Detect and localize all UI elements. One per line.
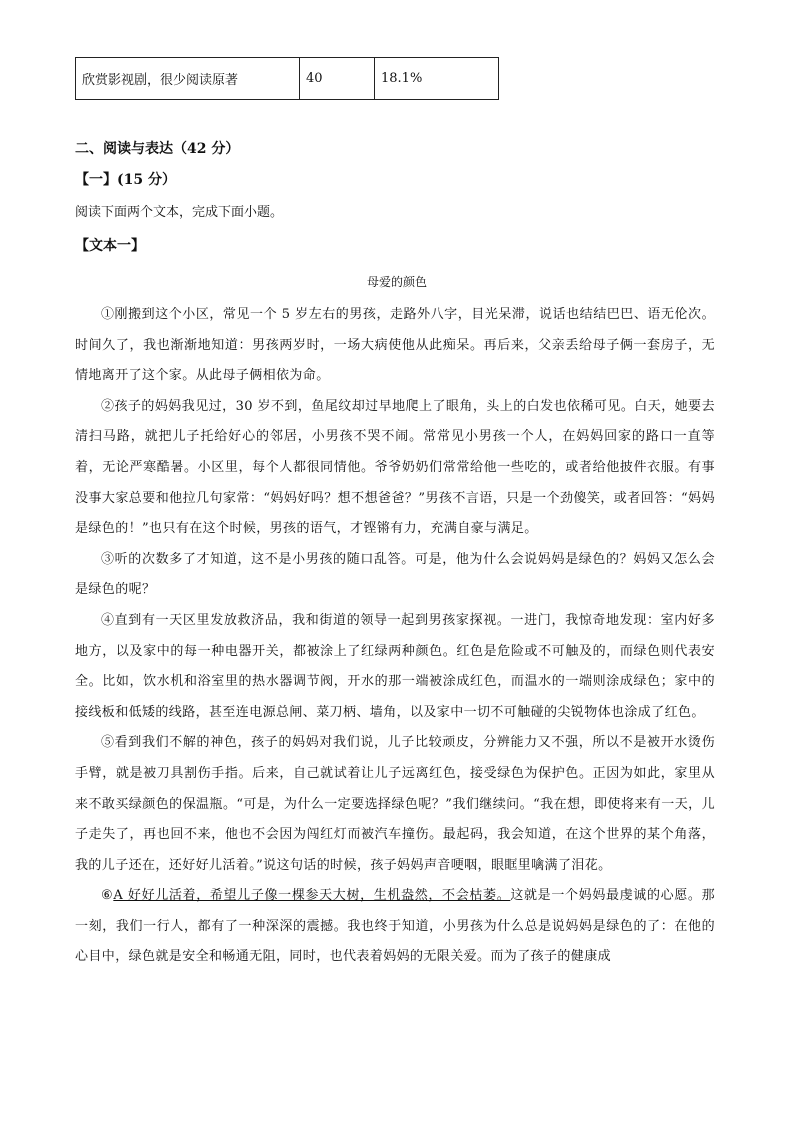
text-label: 【文本一】: [75, 238, 145, 254]
article-body: [75, 300, 715, 973]
article-title: 母爱的颜色: [366, 275, 427, 289]
paragraph-6: [75, 881, 715, 973]
paragraph-1: ①刚搬到这个小区，常见一个 5 岁左右的男孩，走路外八字，目光呆滞，说话也结结巴巴、语无伦次。时间久了，我也渐渐地知道：男孩两岁时，一场大病使他从此痴呆。再后来，父亲丢给母子俩一套房子，无情地离开了这个家。从此母子俩相依为命。: [75, 307, 715, 384]
instruction-text: 阅读下面两个文本，完成下面小题。: [75, 205, 284, 220]
section-title: 二、阅读与表达（42 分）: [75, 141, 240, 157]
paragraph-2: ②孩子的妈妈我见过，30 岁不到，鱼尾纹却过早地爬上了眼角，头上的白发也依稀可见。白天，她要去清扫马路，就把儿子托给好心的邻居，小男孩不哭不闹。常常见小男孩一个人，在妈妈回家的路口一直等着，无论严寒酷暑。小区里，每个人都很同情他。爷爷奶奶们常常给他一些吃的，或者给他披件衣服。有事没事大家总要和他拉几句家常：“妈妈好吗？想不想爸爸？”男孩不言语，只是一个劲傻笑，或者回答：“妈妈是绿色的！”也只有在这个时候，男孩的语气，才铿锵有力，充满自豪与满足。: [75, 398, 715, 537]
table-cell-count: 40: [300, 58, 375, 100]
underlined-sentence-a: A 好好儿活着，希望儿子像一棵参天大树，生机盎然，不会枯萎。: [113, 888, 511, 904]
table-cell-item: 欣赏影视剧，很少阅读原著: [76, 58, 300, 100]
paragraph-6-number: ⑥: [101, 888, 114, 904]
paragraph-3: ③听的次数多了才知道，这不是小男孩的随口乱答。可是，他为什么会说妈妈是绿色的？妈妈又怎么会是绿色的呢？: [75, 551, 715, 598]
survey-table: [75, 57, 499, 100]
part-title: 【一】(15 分）: [75, 172, 176, 188]
table-row: [76, 58, 499, 100]
paragraph-5: ⑤看到我们不解的神色，孩子的妈妈对我们说，儿子比较顽皮，分辨能力又不强，所以不是被开水烫伤手臂，就是被刀具割伤手指。后来，自己就试着让儿子远离红色，接受绿色为保护色。正因为如此，家里从来不敢买绿颜色的保温瓶。“可是，为什么一定要选择绿色呢？”我们继续问。“我在想，即使将来有一天，儿子走失了，再也回不来，他也不会因为闯红灯而被汽车撞伤。最起码，我会知道，在这个世界的某个角落，我的儿子还在，还好好儿活着。”说这句话的时候，孩子妈妈声音哽咽，眼眶里噙满了泪花。: [75, 735, 715, 873]
table-cell-percent: 18.1%: [375, 58, 499, 100]
paragraph-6-rest: 这就是一个妈妈最虔诚的心愿。那一刻，我们一行人，都有了一种深深的震撼。我也终于知道，小男孩为什么总是说妈妈是绿色的了：在他的心目中，绿色就是安全和畅通无阻，同时，也代表着妈妈的无限关爱。而为了孩子的健康成: [75, 888, 715, 965]
survey-table-fragment: [75, 57, 499, 100]
paragraph-4: ④直到有一天区里发放救济品，我和街道的领导一起到男孩家探视。一进门，我惊奇地发现：室内好多地方，以及家中的每一种电器开关，都被涂上了红绿两种颜色。红色是危险或不可触及的，而绿色则代表安全。比如，饮水机和浴室里的热水器调节阀，开水的那一端被涂成红色，而温水的一端则涂成绿色；家中的接线板和低矮的线路，甚至连电源总闸、菜刀柄、墙角，以及家中一切不可触碰的尖锐物体也涂成了红色。: [75, 612, 715, 720]
